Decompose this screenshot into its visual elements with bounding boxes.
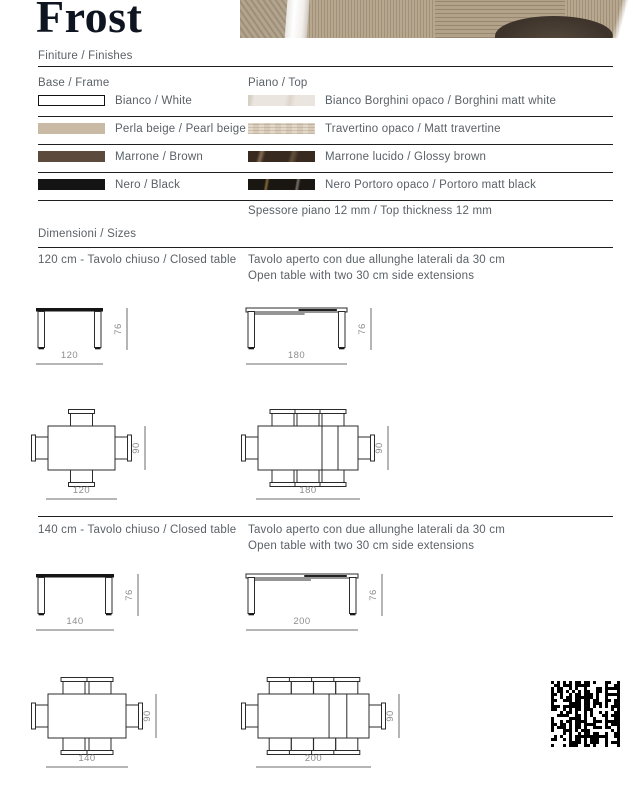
top-swatch [248, 95, 315, 106]
table-foot [350, 614, 356, 616]
table-top [48, 426, 115, 470]
open-elevation-diagram [240, 560, 402, 645]
dimension-label: 120 [60, 350, 79, 361]
table-leg [248, 312, 255, 348]
page-title: Frost [36, 0, 143, 42]
top-finish-label: Marrone lucido / Glossy brown [325, 151, 487, 163]
table-plan-closed [28, 406, 161, 518]
dimension-label: 180 [287, 350, 306, 361]
top-finish-label: Nero Portoro opaco / Portoro matt black [325, 179, 537, 191]
table-top [258, 426, 358, 470]
finish-row [38, 88, 613, 117]
chair [61, 678, 87, 695]
table-elevation-closed [30, 294, 147, 374]
dimension-label: 90 [385, 710, 396, 722]
table-leg [38, 312, 45, 348]
open-plan-diagram [238, 674, 415, 789]
top-finish-label: Travertino opaco / Matt travertine [325, 123, 501, 135]
extension-leaf [299, 309, 337, 311]
finishes-heading: Finiture / Finishes [38, 50, 133, 62]
table-foot [339, 348, 345, 350]
sizes-heading: Dimensioni / Sizes [38, 228, 137, 240]
table-plan-closed [28, 674, 172, 786]
table-elevation-open [240, 560, 402, 640]
chair [242, 703, 259, 729]
chair [69, 410, 95, 427]
open-table-label-en: Open table with two 30 cm side extensions [248, 270, 475, 282]
chair [126, 703, 143, 729]
top-finish-label: Bianco Borghini opaco / Borghini matt white [325, 95, 557, 107]
table-top [258, 694, 369, 738]
chair [32, 703, 49, 729]
frame-column-heading: Base / Frame [38, 77, 110, 89]
finish-row [38, 172, 613, 201]
frame-swatch [38, 95, 105, 106]
dimension-label: 76 [357, 323, 368, 335]
top-swatch [248, 179, 315, 190]
table-foot [106, 614, 112, 616]
open-table-label-it: Tavolo aperto con due allunghe laterali da 30 cm [248, 254, 506, 266]
top-column-heading: Piano / Top [248, 77, 308, 89]
dimension-label: 200 [304, 753, 323, 764]
dimension-label: 90 [374, 442, 385, 454]
open-elevation-diagram [240, 294, 391, 379]
chair [270, 470, 296, 487]
table-leg [339, 312, 346, 348]
frame-swatch [38, 151, 105, 162]
table-leg [106, 578, 113, 614]
frame-finish-label: Nero / Black [115, 179, 181, 191]
chair [369, 703, 386, 729]
dimension-label: 200 [293, 616, 311, 627]
dimension-label: 140 [78, 753, 96, 764]
hero-photo [240, 0, 633, 38]
chair [242, 435, 259, 461]
table-leg [350, 578, 357, 614]
frame-swatch [38, 123, 105, 134]
dimension-label: 76 [368, 589, 379, 601]
divider [38, 66, 613, 67]
closed-plan-diagram [28, 406, 161, 523]
finish-row [38, 144, 613, 173]
open-table-label-en: Open table with two 30 cm side extensions [248, 540, 475, 552]
chair [115, 435, 132, 461]
table-foot [249, 348, 255, 350]
finish-row [38, 116, 613, 145]
dimension-label: 90 [131, 442, 142, 454]
dimension-label: 140 [66, 616, 84, 627]
chair [320, 410, 346, 427]
table-foot [39, 348, 45, 350]
chair [358, 435, 375, 461]
chair [87, 678, 113, 695]
table-top [48, 694, 126, 738]
divider [38, 247, 613, 248]
closed-elevation-diagram [30, 294, 147, 379]
chair [334, 678, 360, 695]
table-elevation-open [240, 294, 391, 374]
table-leg [248, 578, 255, 614]
dimension-label: 90 [142, 710, 153, 722]
chair [334, 738, 360, 755]
table-foot [39, 614, 45, 616]
dimension-label: 120 [72, 485, 91, 496]
table-plan-open [238, 406, 404, 518]
extension-leaf [304, 575, 347, 577]
table-leg [38, 578, 45, 614]
chair [32, 435, 49, 461]
chair [270, 410, 296, 427]
open-table-label-it: Tavolo aperto con due allunghe laterali da 30 cm [248, 524, 506, 536]
table-foot [249, 614, 255, 616]
table-elevation-closed [30, 560, 158, 640]
table-top [36, 574, 114, 578]
dimension-label: 76 [124, 589, 135, 601]
frame-finish-label: Marrone / Brown [115, 151, 204, 163]
table-plan-open [238, 674, 415, 786]
top-swatch [248, 151, 315, 162]
closed-elevation-diagram [30, 560, 158, 645]
table-top [36, 308, 103, 312]
chair [320, 470, 346, 487]
carpet-diagonal-texture [240, 0, 290, 38]
chair [295, 410, 321, 427]
frame-finish-label: Perla beige / Pearl beige [115, 123, 246, 135]
closed-plan-diagram [28, 674, 172, 789]
closed-table-label: 120 cm - Tavolo chiuso / Closed table [38, 254, 237, 266]
dimension-label: 76 [113, 323, 124, 335]
table-leg-photo [284, 0, 309, 38]
divider [38, 516, 613, 517]
product-code-glyph [551, 681, 623, 752]
open-plan-diagram [238, 406, 404, 523]
dimension-label: 180 [299, 485, 317, 496]
floor-highlight [607, 0, 633, 38]
thickness-note: Spessore piano 12 mm / Top thickness 12 mm [248, 205, 493, 217]
top-swatch [248, 123, 315, 134]
frame-swatch [38, 179, 105, 190]
table-leg [95, 312, 102, 348]
closed-table-label: 140 cm - Tavolo chiuso / Closed table [38, 524, 237, 536]
table-foot [95, 348, 101, 350]
frame-finish-label: Bianco / White [115, 95, 192, 107]
